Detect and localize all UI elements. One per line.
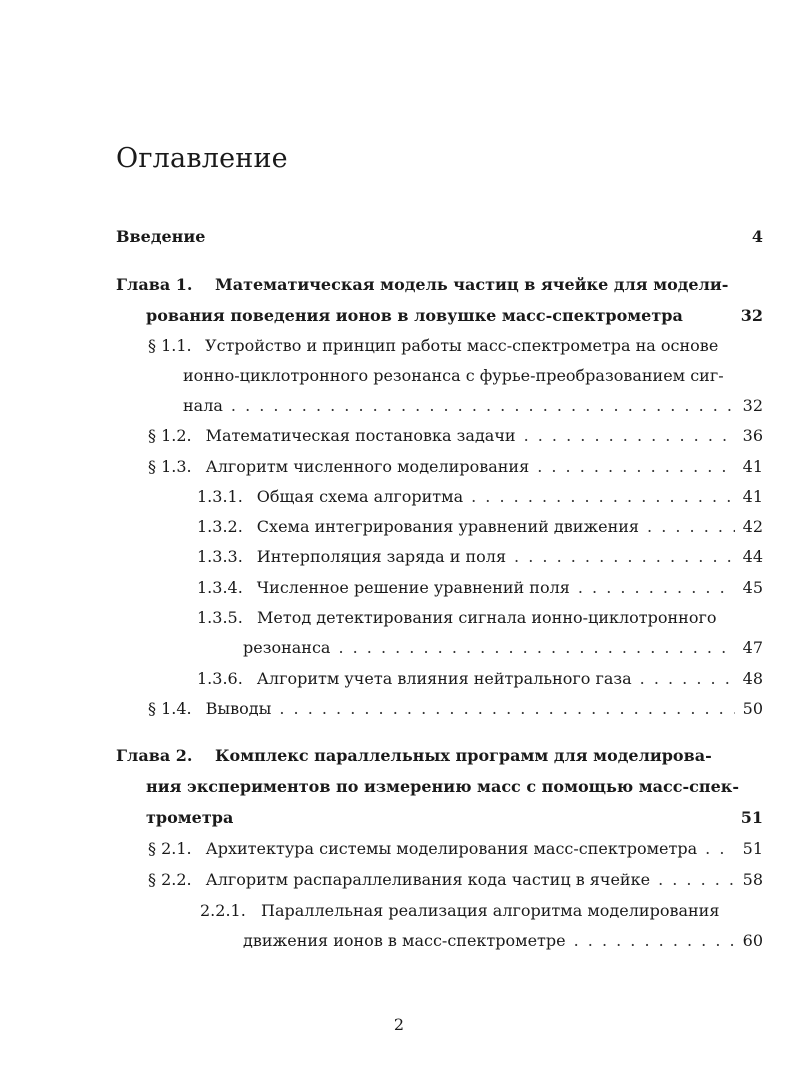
- toc-s1-3-num: § 1.3.: [148, 457, 192, 476]
- toc-s1-2-row[interactable]: [148, 426, 763, 445]
- toc-s2-2-num: § 2.2.: [148, 870, 192, 889]
- leader-dots: [640, 669, 735, 688]
- toc-s1-4-row[interactable]: [148, 699, 763, 718]
- leader-dots: [471, 487, 735, 506]
- toc-chapter2-page: 51: [740, 808, 763, 827]
- toc-chapter2-title-line3[interactable]: трометра: [146, 808, 234, 827]
- page-title: Оглавление: [116, 143, 288, 174]
- toc-s1-1-page: 32: [742, 396, 763, 415]
- toc-chapter2-title-line2[interactable]: ния экспериментов по измерению масс с помощью масс-спек-: [146, 777, 739, 796]
- toc-ss1-3-3-num: 1.3.3.: [197, 547, 243, 566]
- toc-ss1-3-3-page: 44: [742, 547, 763, 566]
- leader-dots: [279, 699, 734, 718]
- toc-s2-2-text: Алгоритм распараллеливания кода частиц в ячейке: [205, 870, 651, 889]
- toc-ss1-3-2-num: 1.3.2.: [197, 517, 243, 536]
- toc-s1-4-page: 50: [742, 699, 763, 718]
- toc-chapter1-page: 32: [740, 306, 763, 325]
- toc-s1-4-text: Выводы: [205, 699, 272, 718]
- leader-dots: [647, 517, 735, 536]
- toc-s1-1-num: § 1.1.: [148, 336, 192, 355]
- toc-chapter2-title-line1[interactable]: Комплекс параллельных программ для моделирова-: [215, 746, 712, 765]
- leader-dots: [537, 457, 734, 476]
- toc-ss1-3-1-num: 1.3.1.: [197, 487, 243, 506]
- toc-ss1-3-5-num: 1.3.5.: [197, 608, 243, 627]
- leader-dots: [231, 396, 735, 415]
- toc-s2-2-page: 58: [742, 870, 763, 889]
- toc-s1-2-num: § 1.2.: [148, 426, 192, 445]
- toc-ss1-3-6-page: 48: [742, 669, 763, 688]
- toc-ss1-3-6-text: Алгоритм учета влияния нейтрального газа: [256, 669, 632, 688]
- toc-s1-1-line3: нала: [183, 396, 223, 415]
- toc-intro-page: 4: [751, 227, 763, 246]
- toc-chapter2-label[interactable]: Глава 2.: [116, 746, 193, 765]
- toc-s1-1-line2[interactable]: ионно-циклотронного резонанса с фурье-преобразованием сиг-: [183, 366, 724, 385]
- leader-dots: [514, 547, 735, 566]
- toc-s1-1-line1[interactable]: Устройство и принцип работы масс-спектрометра на основе: [205, 336, 719, 355]
- toc-ss1-3-1-page: 41: [742, 487, 763, 506]
- toc-ss2-2-1-line2-row[interactable]: [243, 931, 763, 950]
- toc-ss1-3-5-line1[interactable]: Метод детектирования сигнала ионно-циклотронного: [257, 608, 717, 627]
- leader-dots: [705, 839, 735, 858]
- toc-chapter1-title-line2[interactable]: рования поведения ионов в ловушке масс-спектрометра: [146, 306, 683, 325]
- toc-ss1-3-4-text: Численное решение уравнений поля: [256, 578, 570, 597]
- toc-intro-label[interactable]: Введение: [116, 227, 206, 246]
- toc-s1-1-line3-row[interactable]: [183, 396, 763, 415]
- toc-ss1-3-4-num: 1.3.4.: [197, 578, 243, 597]
- toc-ss1-3-5-line2: резонанса: [243, 638, 331, 657]
- toc-ss1-3-1-text: Общая схема алгоритма: [256, 487, 464, 506]
- toc-s2-1-text: Архитектура системы моделирования масс-спектрометра: [205, 839, 698, 858]
- toc-s2-1-row[interactable]: [148, 839, 763, 858]
- toc-s1-3-page: 41: [742, 457, 763, 476]
- toc-s1-3-text: Алгоритм численного моделирования: [205, 457, 530, 476]
- toc-ss1-3-3-text: Интерполяция заряда и поля: [256, 547, 507, 566]
- toc-s2-1-page: 51: [742, 839, 763, 858]
- toc-chapter1-label[interactable]: Глава 1.: [116, 275, 193, 294]
- toc-ss1-3-2-text: Схема интегрирования уравнений движения: [256, 517, 640, 536]
- toc-ss1-3-6-num: 1.3.6.: [197, 669, 243, 688]
- toc-s2-2-row[interactable]: [148, 870, 763, 889]
- toc-ss1-3-6-row[interactable]: [197, 669, 763, 688]
- toc-ss2-2-1-num: 2.2.1.: [200, 901, 246, 920]
- toc-ss1-3-1-row[interactable]: [197, 487, 763, 506]
- leader-dots: [578, 578, 735, 597]
- toc-ss2-2-1-page: 60: [742, 931, 763, 950]
- toc-ss1-3-2-row[interactable]: [197, 517, 763, 536]
- toc-ss1-3-5-line2-row[interactable]: [243, 638, 763, 657]
- toc-ss1-3-4-row[interactable]: [197, 578, 763, 597]
- toc-ss1-3-3-row[interactable]: [197, 547, 763, 566]
- page-number: 2: [393, 1015, 405, 1034]
- toc-ss2-2-1-line2: движения ионов в масс-спектрометре: [243, 931, 566, 950]
- toc-ss1-3-2-page: 42: [742, 517, 763, 536]
- toc-s1-2-text: Математическая постановка задачи: [205, 426, 516, 445]
- toc-s1-4-num: § 1.4.: [148, 699, 192, 718]
- toc-ss2-2-1-line1[interactable]: Параллельная реализация алгоритма моделирования: [261, 901, 720, 920]
- toc-s1-3-row[interactable]: [148, 457, 763, 476]
- toc-s2-1-num: § 2.1.: [148, 839, 192, 858]
- leader-dots: [574, 931, 735, 950]
- leader-dots: [524, 426, 735, 445]
- leader-dots: [338, 638, 734, 657]
- toc-ss1-3-5-page: 47: [742, 638, 763, 657]
- toc-s1-2-page: 36: [742, 426, 763, 445]
- toc-chapter1-title-line1[interactable]: Математическая модель частиц в ячейке для модели-: [215, 275, 729, 294]
- toc-ss1-3-4-page: 45: [742, 578, 763, 597]
- leader-dots: [658, 870, 735, 889]
